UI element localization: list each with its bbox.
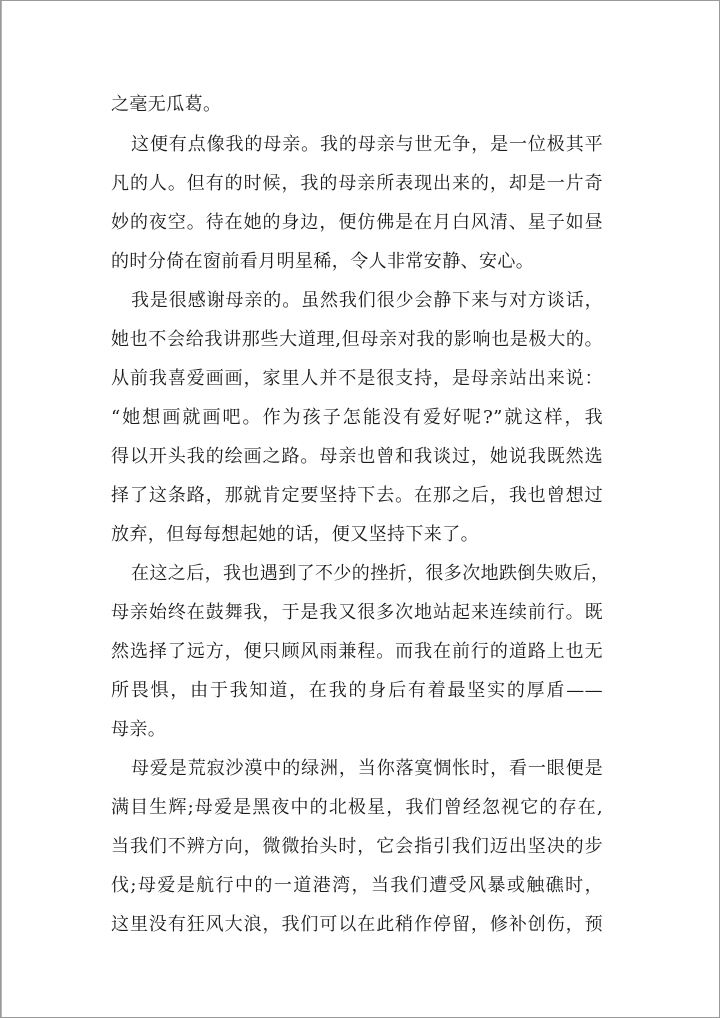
- text-line: 满目生辉;母爱是黑夜中的北极星，我们曾经忽视它的存在,: [111, 797, 603, 818]
- text-line: 这便有点像我的母亲。我的母亲与世无争，是一位极其平: [131, 134, 603, 155]
- text-line: 母亲始终在鼓舞我，于是我又很多次地站起来连续前行。既: [111, 602, 603, 623]
- text-line: 母爱是荒寂沙漠中的绿洲，当你落寞惆怅时，看一眼便是: [131, 758, 603, 779]
- text-line: 择了这条路，那就肯定要坚持下去。在那之后，我也曾想过: [111, 485, 603, 506]
- text-line: 然选择了远方，便只顾风雨兼程。而我在前行的道路上也无: [111, 641, 603, 662]
- text-line: 从前我喜爱画画，家里人并不是很支持，是母亲站出来说：: [111, 368, 603, 389]
- text-line: 凡的人。但有的时候，我的母亲所表现出来的，却是一片奇: [111, 173, 603, 194]
- text-line: 她也不会给我讲那些大道理,但母亲对我的影响也是极大的。: [111, 329, 603, 350]
- page-edge: [1, 1, 2, 1017]
- text-line: 放弃，但每每想起她的话，便又坚持下来了。: [111, 524, 479, 545]
- text-line: 得以开头我的绘画之路。母亲也曾和我谈过，她说我既然选: [111, 446, 603, 467]
- text-line: 当我们不辨方向，微微抬头时，它会指引我们迈出坚决的步: [111, 836, 603, 857]
- text-line: 所畏惧，由于我知道，在我的身后有着最坚实的厚盾——: [111, 680, 603, 701]
- text-line: “她想画就画吧。作为孩子怎能没有爱好呢?”就这样，我: [111, 407, 603, 428]
- text-line: 我是很感谢母亲的。虽然我们很少会静下来与对方谈话，: [131, 290, 603, 311]
- text-line: 母亲。: [111, 719, 167, 740]
- text-line: 妙的夜空。待在她的身边，便仿佛是在月白风清、星子如昼: [111, 212, 603, 233]
- text-line: 在这之后，我也遇到了不少的挫折，很多次地跌倒失败后，: [131, 563, 610, 584]
- text-line: 伐;母爱是航行中的一道港湾，当我们遭受风暴或触礁时，: [111, 875, 603, 896]
- text-line: 之毫无瓜葛。: [111, 94, 222, 115]
- text-line: 这里没有狂风大浪，我们可以在此稍作停留，修补创伤，预: [111, 914, 603, 935]
- text-line: 的时分倚在窗前看月明星稀，令人非常安静、安心。: [111, 251, 535, 272]
